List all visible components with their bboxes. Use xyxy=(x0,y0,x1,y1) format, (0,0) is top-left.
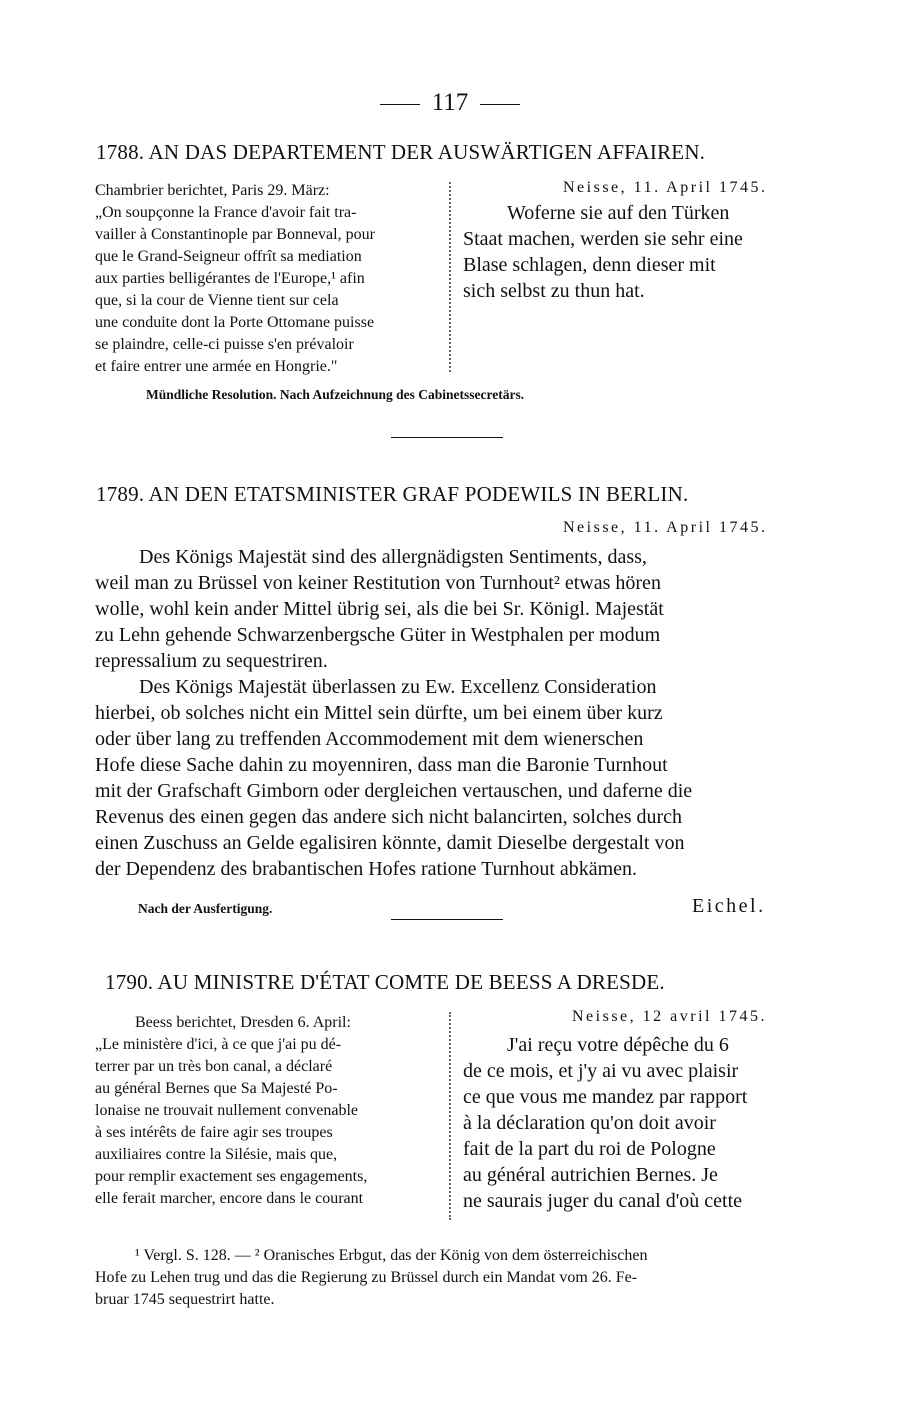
page-number-dash-left xyxy=(380,104,420,105)
doc-1789-heading: 1789. AN DEN ETATSMINISTER GRAF PODEWILS IN BERLIN. xyxy=(96,482,689,506)
doc-1788-heading: 1788. AN DAS DEPARTEMENT DER AUSWÄRTIGEN AFFAIREN. xyxy=(96,140,706,164)
summary-line: aux parties belligérantes de l'Europe,¹ afin xyxy=(95,270,365,287)
doc-1788-text xyxy=(463,200,803,304)
footnotes xyxy=(95,1245,805,1311)
summary-line: Beess berichtet, Dresden 6. April: xyxy=(135,1014,351,1031)
doc-1788-dateline: Neisse, 11. April 1745. xyxy=(563,179,768,196)
text-line: Des Königs Majestät überlassen zu Ew. Excellenz Consideration xyxy=(139,676,657,698)
text-line: fait de la part du roi de Pologne xyxy=(463,1138,716,1160)
section-separator xyxy=(391,919,503,920)
summary-line: que le Grand-Seigneur offrît sa mediation xyxy=(95,248,362,265)
footnote-line: Hofe zu Lehen trug und das die Regierung zu Brüssel durch ein Mandat vom 26. Fe- xyxy=(95,1269,638,1286)
text-line: ce que vous me mandez par rapport xyxy=(463,1086,748,1108)
text-line: de ce mois, et j'y ai vu avec plaisir xyxy=(463,1060,739,1082)
text-line: sich selbst zu thun hat. xyxy=(463,280,645,302)
text-line: oder über lang zu treffenden Accommodement mit dem wienerschen xyxy=(95,728,644,750)
summary-line: auxiliaires contre la Silésie, mais que, xyxy=(95,1146,338,1163)
text-line: mit der Grafschaft Gimborn oder dergleichen vertauschen, und daferne die xyxy=(95,780,693,802)
summary-line: terrer par un très bon canal, a déclaré xyxy=(95,1058,333,1075)
text-line: weil man zu Brüssel von keiner Restitution von Turnhout² etwas hören xyxy=(95,572,661,594)
text-line: Woferne sie auf den Türken xyxy=(507,202,730,224)
summary-line: lonaise ne trouvait nullement convenable xyxy=(95,1102,359,1119)
section-separator xyxy=(391,437,503,438)
column-divider xyxy=(449,1012,451,1220)
summary-line: et faire entrer une armée en Hongrie." xyxy=(95,358,338,375)
text-line: au général autrichien Bernes. Je xyxy=(463,1164,718,1186)
summary-line: pour remplir exactement ses engagements, xyxy=(95,1168,368,1185)
text-line: hierbei, ob solches nicht ein Mittel sein dürfte, um bei einem über kurz xyxy=(95,702,663,724)
column-divider xyxy=(449,182,451,372)
text-line: der Dependenz des brabantischen Hofes ratione Turnhout abkämen. xyxy=(95,858,638,880)
doc-1790-summary xyxy=(95,1012,435,1210)
summary-line: elle ferait marcher, encore dans le courant xyxy=(95,1190,364,1207)
summary-line: au général Bernes que Sa Majesté Po- xyxy=(95,1080,338,1097)
summary-line: „On soupçonne la France d'avoir fait tra- xyxy=(95,204,357,221)
text-line: Revenus des einen gegen das andere sich nicht balancirten, solches durch xyxy=(95,806,683,828)
doc-1790-heading: 1790. AU MINISTRE D'ÉTAT COMTE DE BEESS A DRESDE. xyxy=(105,970,665,994)
text-line: ne saurais juger du canal d'où cette xyxy=(463,1190,743,1212)
text-line: J'ai reçu votre dépêche du 6 xyxy=(507,1034,729,1056)
doc-1788-summary xyxy=(95,180,435,378)
summary-line: vailler à Constantinople par Bonneval, pour xyxy=(95,226,375,243)
text-line: repressalium zu sequestriren. xyxy=(95,650,328,672)
summary-line: „Le ministère d'ici, à ce que j'ai pu dé- xyxy=(95,1036,342,1053)
text-line: Blase schlagen, denn dieser mit xyxy=(463,254,716,276)
summary-line: Chambrier berichtet, Paris 29. März: xyxy=(95,182,330,199)
doc-1788-source: Mündliche Resolution. Nach Aufzeichnung des Cabinetssecretärs. xyxy=(146,387,525,402)
doc-1790-text xyxy=(463,1032,803,1214)
doc-1789-dateline: Neisse, 11. April 1745. xyxy=(563,519,768,536)
doc-1789-text xyxy=(95,544,805,882)
text-line: wolle, wohl kein ander Mittel übrig sei, als die bei Sr. Königl. Majestät xyxy=(95,598,664,620)
text-line: zu Lehn gehende Schwarzenbergsche Güter in Westphalen per modum xyxy=(95,624,661,646)
text-line: Staat machen, werden sie sehr eine xyxy=(463,228,743,250)
footnote-line: bruar 1745 sequestrirt hatte. xyxy=(95,1291,275,1308)
summary-line: se plaindre, celle-ci puisse s'en prévaloir xyxy=(95,336,354,353)
text-line: Hofe diese Sache dahin zu moyenniren, dass man die Baronie Turnhout xyxy=(95,754,668,776)
summary-line: à ses intérêts de faire agir ses troupes xyxy=(95,1124,333,1141)
summary-line: que, si la cour de Vienne tient sur cela xyxy=(95,292,339,309)
doc-1789-source: Nach der Ausfertigung. xyxy=(138,901,273,916)
page-number-dash-right xyxy=(480,104,520,105)
text-line: Des Königs Majestät sind des allergnädigsten Sentiments, dass, xyxy=(139,546,647,568)
text-line: à la déclaration qu'on doit avoir xyxy=(463,1112,716,1134)
doc-1790-dateline: Neisse, 12 avril 1745. xyxy=(572,1008,767,1025)
footnote-line: ¹ Vergl. S. 128. — ² Oranisches Erbgut, das der König von dem österreichischen xyxy=(135,1247,648,1264)
doc-1789-signature: Eichel. xyxy=(692,895,766,917)
summary-line: une conduite dont la Porte Ottomane puisse xyxy=(95,314,375,331)
text-line: einen Zuschuss an Gelde egalisiren könnte, damit Dieselbe dergestalt von xyxy=(95,832,685,854)
page-number: 117 xyxy=(0,88,900,118)
